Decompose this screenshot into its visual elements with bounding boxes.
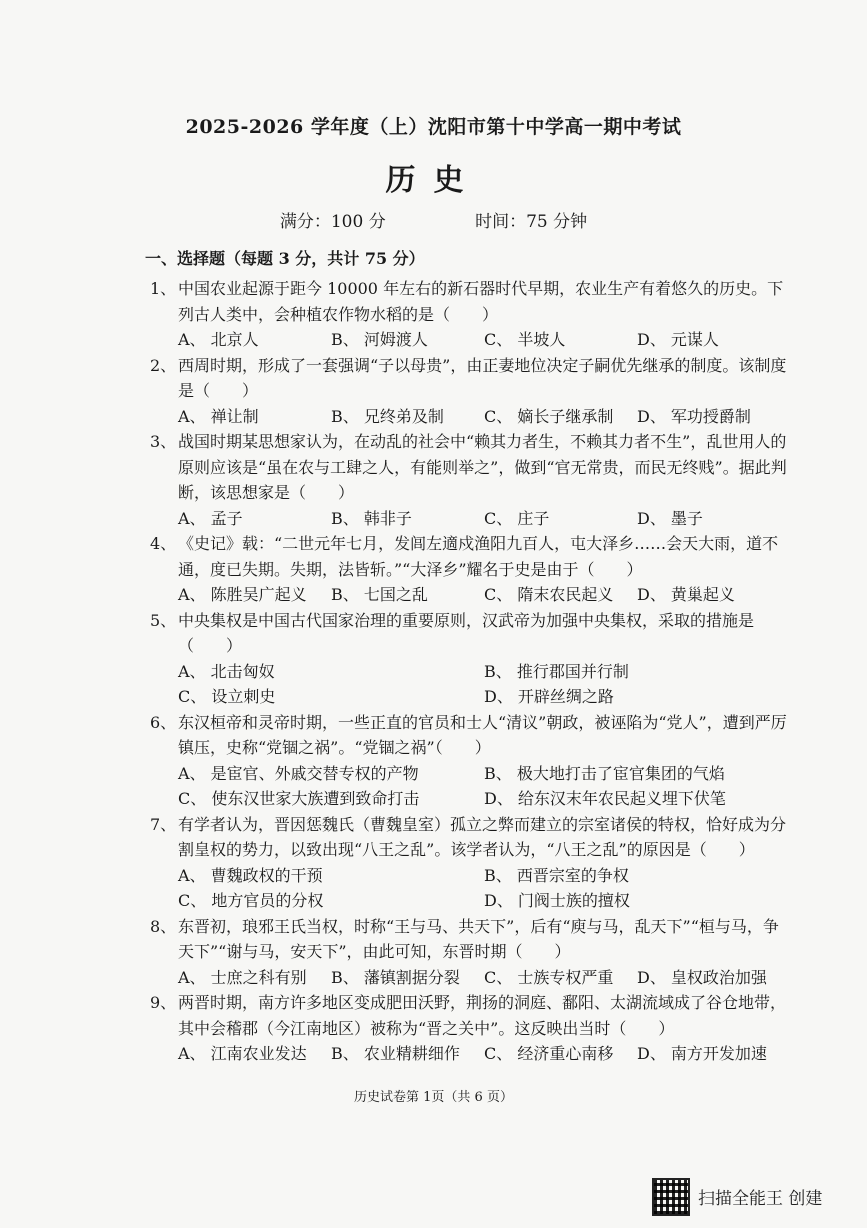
option-d: D、 开辟丝绸之路 [484, 687, 614, 706]
option-d: D、 黄巢起义 [637, 585, 735, 604]
question-5 [150, 608, 790, 710]
question-stem: 两晋时期，南方许多地区变成肥田沃野，荆扬的洞庭、鄱阳、太湖流域成了谷仓地带，其中会稽郡（今江南地区）被称为“晋之关中”。这反映出当时（ ） [178, 993, 787, 1038]
question-number: 3、 [150, 432, 177, 451]
question-2 [150, 353, 790, 430]
option-d: D、 军功授爵制 [637, 406, 751, 426]
question-8 [150, 914, 790, 991]
option-d: D、 皇权政治加强 [637, 967, 767, 987]
option-d: D、 给东汉末年农民起义埋下伏笔 [484, 789, 726, 808]
option-c: C、 嫡长子继承制 [484, 406, 614, 426]
question-3 [150, 429, 790, 531]
option-a: A、 陈胜吴广起义 [178, 585, 307, 604]
option-d: D、 南方开发加速 [637, 1044, 767, 1063]
option-a: A、 是宦官、外戚交替专权的产物 [178, 763, 419, 783]
exam-meta [0, 207, 867, 232]
exam-time: 时间：75 分钟 [475, 212, 588, 232]
question-stem: 战国时期某思想家认为，在动乱的社会中“赖其力者生，不赖其力者不生”，乱世用人的原则应该是“虽在农与工肆之人，有能则举之”，做到“官无常贵，而民无终贱”。据此判断，该思想家是（ ） [178, 432, 787, 502]
option-c: C、 使东汉世家大族遭到致命打击 [178, 789, 420, 808]
option-d: D、 元谋人 [637, 330, 719, 349]
option-d: D、 墨子 [637, 508, 703, 528]
question-6 [150, 710, 790, 812]
question-number: 8、 [150, 916, 177, 936]
question-stem: 中央集权是中国古代国家治理的重要原则，汉武帝为加强中央集权，采取的措施是（ ） [178, 610, 755, 655]
scanner-watermark: 扫描全能王 创建 [698, 1189, 823, 1209]
question-number: 2、 [150, 355, 177, 375]
question-stem: 《史记》载：“二世元年七月，发闾左適戍渔阳九百人，屯大泽乡……会天大雨，道不通，度已失期。失期，法皆斩。”“大泽乡”耀名于史是由于（ ） [178, 534, 779, 579]
option-b: B、 农业精耕细作 [331, 1044, 460, 1063]
question-9 [150, 990, 790, 1067]
option-a: A、 孟子 [178, 508, 243, 528]
option-a: A、 江南农业发达 [178, 1044, 307, 1063]
option-c: C、 庄子 [484, 508, 550, 528]
question-number: 4、 [150, 534, 177, 553]
option-a: A、 禅让制 [178, 406, 259, 426]
option-c: C、 隋末农民起义 [484, 585, 614, 604]
question-stem: 有学者认为，晋因惩魏氏（曹魏皇室）孤立之弊而建立的宗室诸侯的特权，恰好成为分割皇权的势力，以致出现“八王之乱”。该学者认为，“八王之乱”的原因是（ ） [178, 814, 787, 859]
option-a: A、 曹魏政权的干预 [178, 865, 323, 885]
subject-title: 历史 [385, 163, 482, 198]
question-number: 6、 [150, 712, 177, 732]
option-c: C、 半坡人 [484, 330, 566, 349]
question-number: 5、 [150, 610, 177, 630]
question-number: 9、 [150, 993, 177, 1012]
full-score: 满分：100 分 [279, 212, 386, 232]
qr-code-icon [652, 1178, 690, 1216]
question-list [150, 276, 790, 1067]
option-a: A、 士庶之科有别 [178, 967, 307, 987]
option-a: A、 北京人 [178, 330, 259, 349]
option-b: B、 极大地打击了宦官集团的气焰 [484, 763, 725, 783]
option-b: B、 韩非子 [331, 508, 412, 528]
option-c: C、 经济重心南移 [484, 1044, 614, 1063]
question-7 [150, 812, 790, 914]
question-number: 7、 [150, 814, 177, 834]
exam-title: 2025-2026 学年度（上）沈阳市第十中学高一期中考试 [185, 116, 682, 138]
option-c: C、 地方官员的分权 [178, 891, 324, 910]
option-b: B、 河姆渡人 [331, 330, 428, 349]
option-a: A、 北击匈奴 [178, 661, 275, 681]
option-b: B、 西晋宗室的争权 [484, 865, 629, 885]
question-4 [150, 531, 790, 608]
section-heading: 一、选择题（每题 3 分，共计 75 分） [145, 249, 425, 268]
question-stem: 东汉桓帝和灵帝时期，一些正直的官员和士人“清议”朝政，被诬陷为“党人”，遭到严厉镇压，史称“党锢之祸”。“党锢之祸”（ ） [178, 712, 787, 757]
option-d: D、 门阀士族的擅权 [484, 891, 630, 910]
option-b: B、 藩镇割据分裂 [331, 967, 460, 987]
option-b: B、 兄终弟及制 [331, 406, 444, 426]
question-1 [150, 276, 790, 353]
question-stem: 中国农业起源于距今 10000 年左右的新石器时代早期，农业生产有着悠久的历史。下列古人类中，会种植农作物水稻的是（ ） [178, 279, 784, 324]
option-c: C、 设立刺史 [178, 687, 276, 706]
option-b: B、 推行郡国并行制 [484, 661, 629, 681]
question-stem: 东晋初，琅邪王氏当权，时称“王与马、共天下”，后有“庾与马，乱天下”“桓与马，争天下”“谢与马，安天下”，由此可知，东晋时期（ ） [178, 916, 779, 961]
page-footer: 历史试卷第 1页（共 6 页） [354, 1090, 513, 1105]
question-number: 1、 [150, 279, 177, 298]
option-b: B、 七国之乱 [331, 585, 428, 604]
question-stem: 西周时期，形成了一套强调“子以母贵”，由正妻地位决定子嗣优先继承的制度。该制度是（ ） [178, 355, 787, 400]
option-c: C、 士族专权严重 [484, 967, 614, 987]
